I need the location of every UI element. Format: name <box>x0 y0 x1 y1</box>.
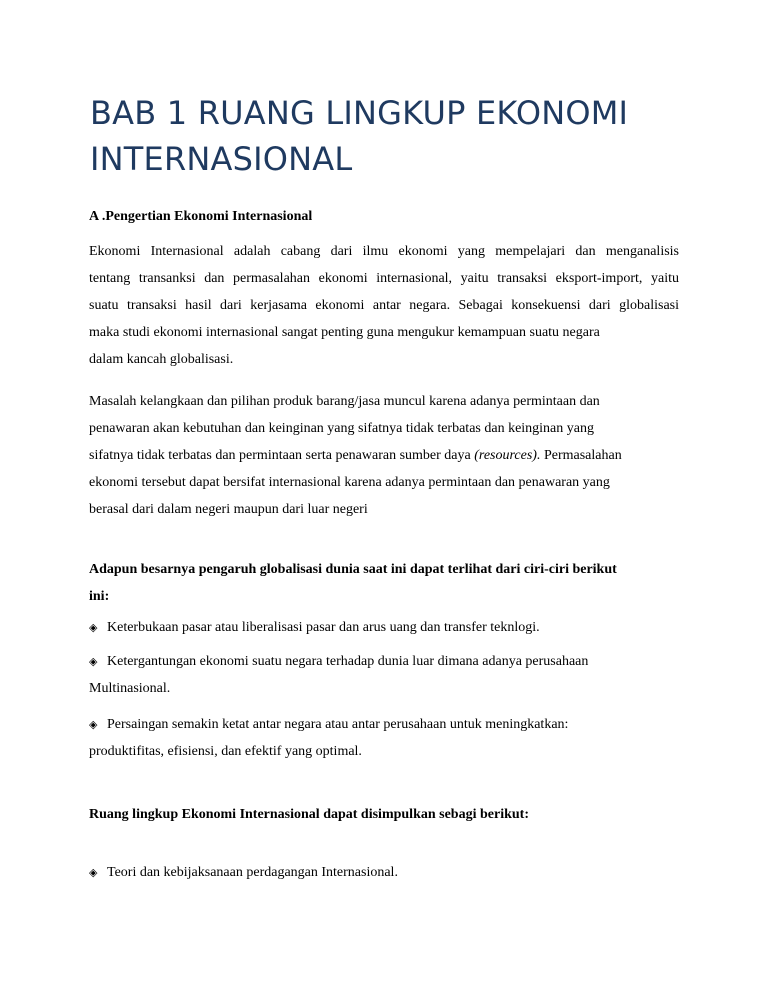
list-item <box>89 614 679 641</box>
text-run: sifatnya tidak terbatas dan permintaan serta penawaran sumber daya <box>89 448 475 463</box>
paragraph-line: Ekonomi Internasional adalah cabang dari ilmu ekonomi yang mempelajari dan menganalisis <box>89 244 679 259</box>
list-item <box>89 859 679 886</box>
list-item-text: Persaingan semakin ketat antar negara atau antar perusahaan untuk meningkatkan: <box>107 717 569 732</box>
scope-heading <box>89 801 679 828</box>
paragraph-line: maka studi ekonomi internasional sangat penting guna mengukur kemampuan suatu negara <box>89 325 600 340</box>
list-item <box>89 711 679 738</box>
globalization-heading-line-2: ini: <box>89 589 110 604</box>
paragraph-line: penawaran akan kebutuhan dan keinginan yang sifatnya tidak terbatas dan keinginan yang <box>89 421 594 436</box>
list-item <box>89 648 679 675</box>
globalization-heading-line-1: Adapun besarnya pengaruh globalisasi dunia saat ini dapat terlihat dari ciri-ciri berikut <box>89 562 617 577</box>
paragraph-line: berasal dari dalam negeri maupun dari luar negeri <box>89 502 368 517</box>
paragraph-pengertian <box>89 238 679 373</box>
scope-heading-line: Ruang lingkup Ekonomi Internasional dapat disimpulkan sebagi berikut: <box>89 807 529 822</box>
globalization-heading <box>89 556 679 610</box>
paragraph-line: suatu transaksi hasil dari kerjasama ekonomi antar negara. Sebagai konsekuensi dari globalisasi <box>89 298 679 313</box>
list-item-continuation: produktifitas, efisiensi, dan efektif yang optimal. <box>89 744 362 759</box>
diamond-bullet-icon: ◈ <box>89 621 98 634</box>
diamond-bullet-icon: ◈ <box>89 718 98 731</box>
paragraph-masalah <box>89 388 679 523</box>
text-run: Permasalahan <box>540 448 622 463</box>
scope-bullet-1 <box>89 859 679 886</box>
list-item-continuation: Multinasional. <box>89 681 171 696</box>
paragraph-line: ekonomi tersebut dapat bersifat internasional karena adanya permintaan dan penawaran yang <box>89 475 610 490</box>
paragraph-line: dalam kancah globalisasi. <box>89 352 234 367</box>
diamond-bullet-icon: ◈ <box>89 655 98 668</box>
globalization-bullet-2 <box>89 648 679 702</box>
list-item-text: Ketergantungan ekonomi suatu negara terhadap dunia luar dimana adanya perusahaan <box>107 654 589 669</box>
section-a-heading: A .Pengertian Ekonomi Internasional <box>89 209 313 224</box>
paragraph-line-resources <box>89 442 679 469</box>
globalization-bullet-1 <box>89 614 679 641</box>
chapter-title <box>90 90 710 182</box>
diamond-bullet-icon: ◈ <box>89 866 98 879</box>
resources-italic: (resources). <box>474 448 541 463</box>
paragraph-line: tentang transanksi dan permasalahan ekonomi internasional, yaitu transaksi eksport-import, yaitu <box>89 271 679 286</box>
chapter-title-line-1: BAB 1 RUANG LINGKUP EKONOMI <box>90 94 629 132</box>
chapter-title-line-2: INTERNASIONAL <box>90 140 353 178</box>
list-item-text: Keterbukaan pasar atau liberalisasi pasar dan arus uang dan transfer teknlogi. <box>107 620 540 635</box>
paragraph-line: Masalah kelangkaan dan pilihan produk barang/jasa muncul karena adanya permintaan dan <box>89 394 600 409</box>
list-item-text: Teori dan kebijaksanaan perdagangan Internasional. <box>107 865 398 880</box>
globalization-bullet-3 <box>89 711 679 765</box>
